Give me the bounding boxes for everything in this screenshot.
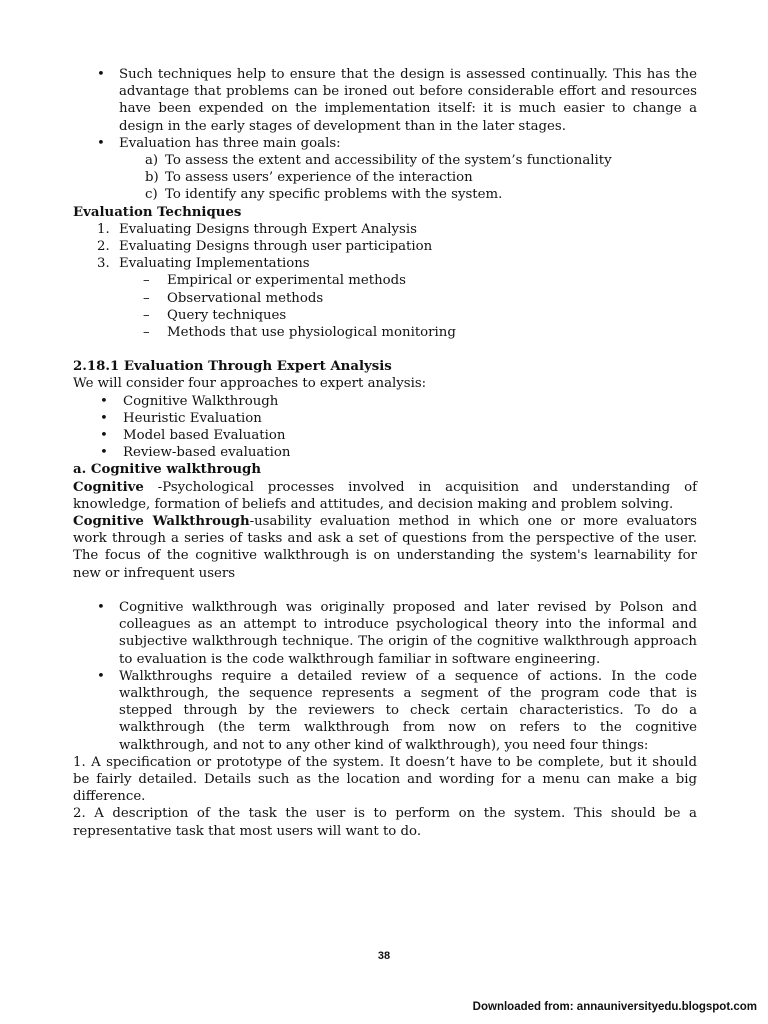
list-marker: 1. — [97, 221, 110, 237]
evaluation-techniques-heading: Evaluation Techniques — [73, 204, 242, 220]
list-marker: a) — [145, 153, 159, 169]
list-marker: 2. — [97, 239, 110, 255]
list-item: • Evaluation has three main goals: — [73, 135, 697, 152]
list-item — [97, 238, 697, 255]
term: Cognitive — [73, 479, 144, 495]
list-item — [145, 169, 697, 186]
section-intro: We will consider four approaches to expert analysis: — [73, 376, 427, 392]
list-text: To assess users’ experience of the interaction — [165, 170, 473, 186]
list-item: – Methods that use physiological monitoring — [143, 324, 697, 341]
intro-bullet-list — [73, 66, 697, 152]
list-item — [145, 152, 697, 169]
list-item: • Cognitive walkthrough was originally proposed and later revised by Polson and colleagues as an attempt to introduce psychological theory into the informal and subjective walkthrough technique. The origin of the cognitive walkthrough approach to evaluation is the code walkthrough familiar in software engineering. — [73, 599, 697, 668]
section-heading: 2.18.1 Evaluation Through Expert Analysis — [73, 359, 392, 375]
goals-list — [73, 152, 697, 204]
definition-text: -usability evaluation method in which one or more evaluators work through a series of tasks and ask a set of questions from the perspective of the user. The focus of the cognitive walkthrough is on understanding the system's learnability for new or infrequent users — [73, 514, 697, 581]
list-marker: c) — [145, 187, 158, 203]
list-item: • Model based Evaluation — [73, 427, 697, 444]
list-item: • Review-based evaluation — [73, 444, 697, 461]
list-item: – Query techniques — [143, 307, 697, 324]
list-item: • Heuristic Evaluation — [73, 410, 697, 427]
list-text: Evaluating Implementations — [119, 256, 310, 272]
list-item: – Observational methods — [143, 290, 697, 307]
walkthrough-bullet-list — [73, 599, 697, 754]
definition-cognitive-walkthrough — [73, 513, 697, 582]
list-item: • Cognitive Walkthrough — [73, 393, 697, 410]
definition-text: -Psychological processes involved in acquisition and understanding of knowledge, formation of beliefs and attitudes, and decision making and problem solving. — [73, 479, 697, 512]
list-marker: b) — [145, 170, 159, 186]
list-item — [97, 255, 697, 272]
requirement-item: 1. A specification or prototype of the system. It doesn’t have to be complete, but it should be fairly detailed. Details such as the location and wording for a menu can make a big difference. — [73, 754, 697, 805]
approaches-list — [73, 393, 697, 462]
document-page — [73, 66, 697, 840]
techniques-list — [73, 221, 697, 273]
list-text: To identify any specific problems with the system. — [165, 187, 503, 203]
list-item: – Empirical or experimental methods — [143, 272, 697, 289]
list-text: Evaluating Designs through user participation — [119, 239, 433, 255]
list-marker: 3. — [97, 256, 110, 272]
subsection-heading: a. Cognitive walkthrough — [73, 462, 261, 478]
list-item: • Walkthroughs require a detailed review of a sequence of actions. In the code walkthrough, the sequence represents a segment of the program code that is stepped through by the reviewers to check certain characteristics. To do a walkthrough (the term walkthrough from now on refers to the cognitive walkthrough, and not to any other kind of walkthrough), you need four things: — [73, 668, 697, 754]
definition-cognitive — [73, 479, 697, 513]
download-footer: Downloaded from: annauniversityedu.blogspot.com — [472, 1001, 757, 1013]
page-number: 38 — [377, 950, 391, 962]
requirement-item: 2. A description of the task the user is to perform on the system. This should be a representative task that most users will want to do. — [73, 806, 697, 839]
list-item — [97, 221, 697, 238]
list-text: To assess the extent and accessibility of the system’s functionality — [165, 153, 612, 169]
list-item: • Such techniques help to ensure that the design is assessed continually. This has the advantage that problems can be ironed out before considerable effort and resources have been expended on the implementation itself: it is much easier to change a design in the early stages of development than in the later stages. — [73, 66, 697, 135]
list-item — [145, 186, 697, 203]
term: Cognitive Walkthrough — [73, 514, 250, 530]
list-text: Evaluating Designs through Expert Analysis — [119, 221, 417, 237]
methods-list — [73, 272, 697, 341]
